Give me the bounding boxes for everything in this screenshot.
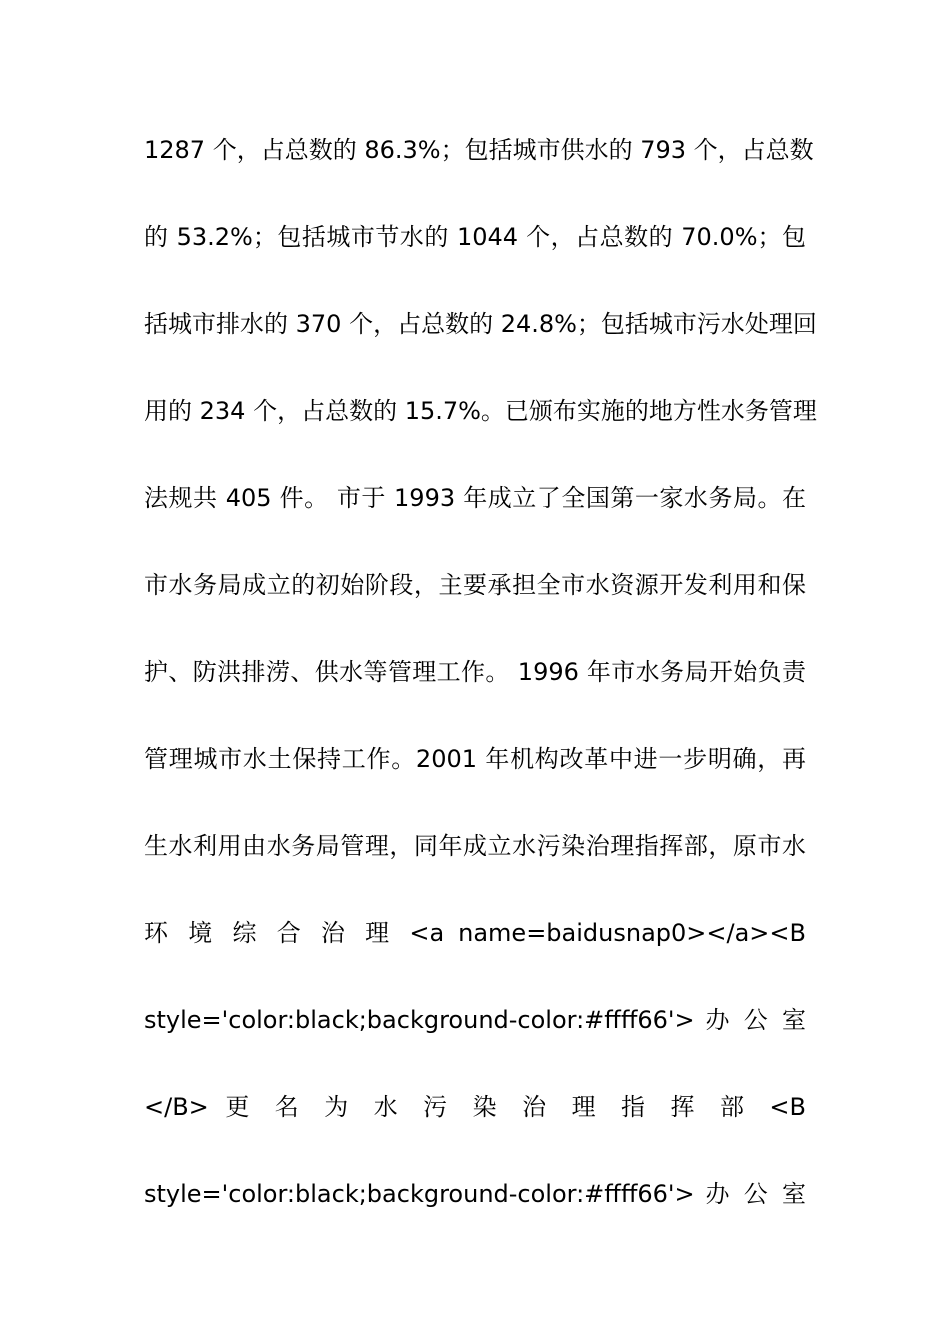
text-line-10: 环 境 综 合 治 理 <a name=baidusnap0></a><B: [144, 919, 806, 947]
text-line-2: 的 53.2%；包括城市节水的 1044 个，占总数的 70.0%；包: [144, 223, 806, 251]
text-line-11: style='color:black;background-color:#ffff66'> 办 公 室: [144, 1006, 806, 1034]
text-line-4: 用的 234 个，占总数的 15.7%。已颁布实施的地方性水务管理: [144, 397, 817, 425]
body-text: [144, 128, 817, 1259]
text-line-1: 1287 个，占总数的 86.3%；包括城市供水的 793 个，占总数: [144, 136, 814, 164]
text-line-7: 护、防洪排涝、供水等管理工作。 1996 年市水务局开始负责: [144, 658, 806, 686]
text-line-13: style='color:black;background-color:#ffff66'> 办 公 室: [144, 1180, 806, 1208]
text-line-3: 括城市排水的 370 个，占总数的 24.8%；包括城市污水处理回: [144, 310, 817, 338]
text-line-8: 管理城市水土保持工作。2001 年机构改革中进一步明确，再: [144, 745, 806, 773]
text-line-5: 法规共 405 件。 市于 1993 年成立了全国第一家水务局。在: [144, 484, 806, 512]
text-line-12: </B> 更 名 为 水 污 染 治 理 指 挥 部 <B: [144, 1093, 806, 1121]
text-line-6: 市水务局成立的初始阶段，主要承担全市水资源开发利用和保: [144, 571, 806, 599]
text-line-9: 生水利用由水务局管理，同年成立水污染治理指挥部，原市水: [144, 832, 806, 860]
